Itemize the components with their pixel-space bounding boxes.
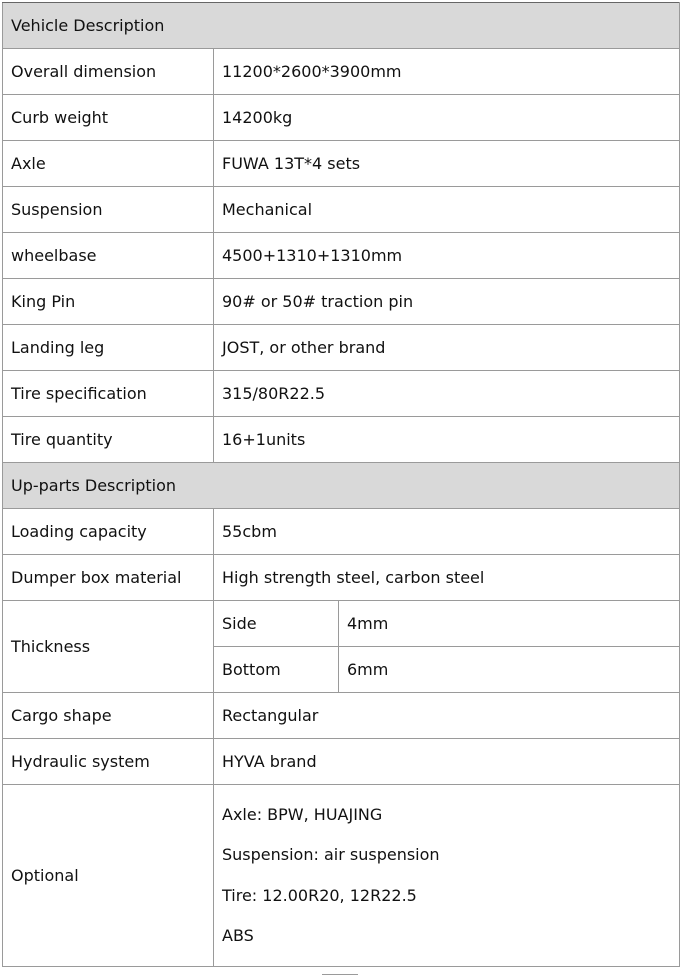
row-label: Axle bbox=[3, 141, 214, 187]
row-label: Tire quantity bbox=[3, 417, 214, 463]
table-row bbox=[3, 509, 680, 555]
row-value: HYVA brand bbox=[214, 739, 680, 785]
row-value: 11200*2600*3900mm bbox=[214, 49, 680, 95]
optional-list bbox=[222, 800, 679, 952]
row-value: 315/80R22.5 bbox=[214, 371, 680, 417]
table-row bbox=[3, 417, 680, 463]
row-label: King Pin bbox=[3, 279, 214, 325]
row-value: 55cbm bbox=[214, 509, 680, 555]
table-row bbox=[3, 141, 680, 187]
optional-item: Suspension: air suspension bbox=[222, 845, 440, 865]
thickness-side-value: 4mm bbox=[339, 601, 680, 647]
table-row bbox=[3, 555, 680, 601]
row-label: Cargo shape bbox=[3, 693, 214, 739]
table-row bbox=[3, 49, 680, 95]
row-label: Loading capacity bbox=[3, 509, 214, 555]
row-label: Landing leg bbox=[3, 325, 214, 371]
section-header-upparts bbox=[3, 463, 680, 509]
row-value: 14200kg bbox=[214, 95, 680, 141]
thickness-bottom-value: 6mm bbox=[339, 647, 680, 693]
row-value: 90# or 50# traction pin bbox=[214, 279, 680, 325]
section-title: Up-parts Description bbox=[3, 463, 680, 509]
table-row bbox=[3, 739, 680, 785]
row-value: FUWA 13T*4 sets bbox=[214, 141, 680, 187]
row-label: Hydraulic system bbox=[3, 739, 214, 785]
spec-table bbox=[2, 2, 680, 967]
row-value: JOST, or other brand bbox=[214, 325, 680, 371]
row-value: 16+1units bbox=[214, 417, 680, 463]
row-label: Overall dimension bbox=[3, 49, 214, 95]
table-row bbox=[3, 187, 680, 233]
table-row bbox=[3, 325, 680, 371]
row-label: Tire specification bbox=[3, 371, 214, 417]
optional-item: Tire: 12.00R20, 12R22.5 bbox=[222, 885, 417, 905]
table-row bbox=[3, 233, 680, 279]
table-row bbox=[3, 95, 680, 141]
row-label: Dumper box material bbox=[3, 555, 214, 601]
row-label: Curb weight bbox=[3, 95, 214, 141]
row-value: Rectangular bbox=[214, 693, 680, 739]
thickness-row-side bbox=[3, 601, 680, 647]
row-label: wheelbase bbox=[3, 233, 214, 279]
thickness-bottom-label: Bottom bbox=[214, 647, 339, 693]
footer-divider bbox=[322, 974, 358, 975]
table-row bbox=[3, 371, 680, 417]
row-value: High strength steel, carbon steel bbox=[214, 555, 680, 601]
section-header-vehicle bbox=[3, 3, 680, 49]
thickness-label: Thickness bbox=[3, 601, 214, 693]
optional-item: ABS bbox=[222, 926, 254, 946]
row-value: Mechanical bbox=[214, 187, 680, 233]
thickness-side-label: Side bbox=[214, 601, 339, 647]
optional-row bbox=[3, 785, 680, 967]
optional-items bbox=[214, 785, 680, 967]
table-row bbox=[3, 279, 680, 325]
row-value: 4500+1310+1310mm bbox=[214, 233, 680, 279]
table-row bbox=[3, 693, 680, 739]
optional-item: Axle: BPW, HUAJING bbox=[222, 804, 383, 824]
row-label: Suspension bbox=[3, 187, 214, 233]
optional-label: Optional bbox=[3, 785, 214, 967]
section-title: Vehicle Description bbox=[3, 3, 680, 49]
